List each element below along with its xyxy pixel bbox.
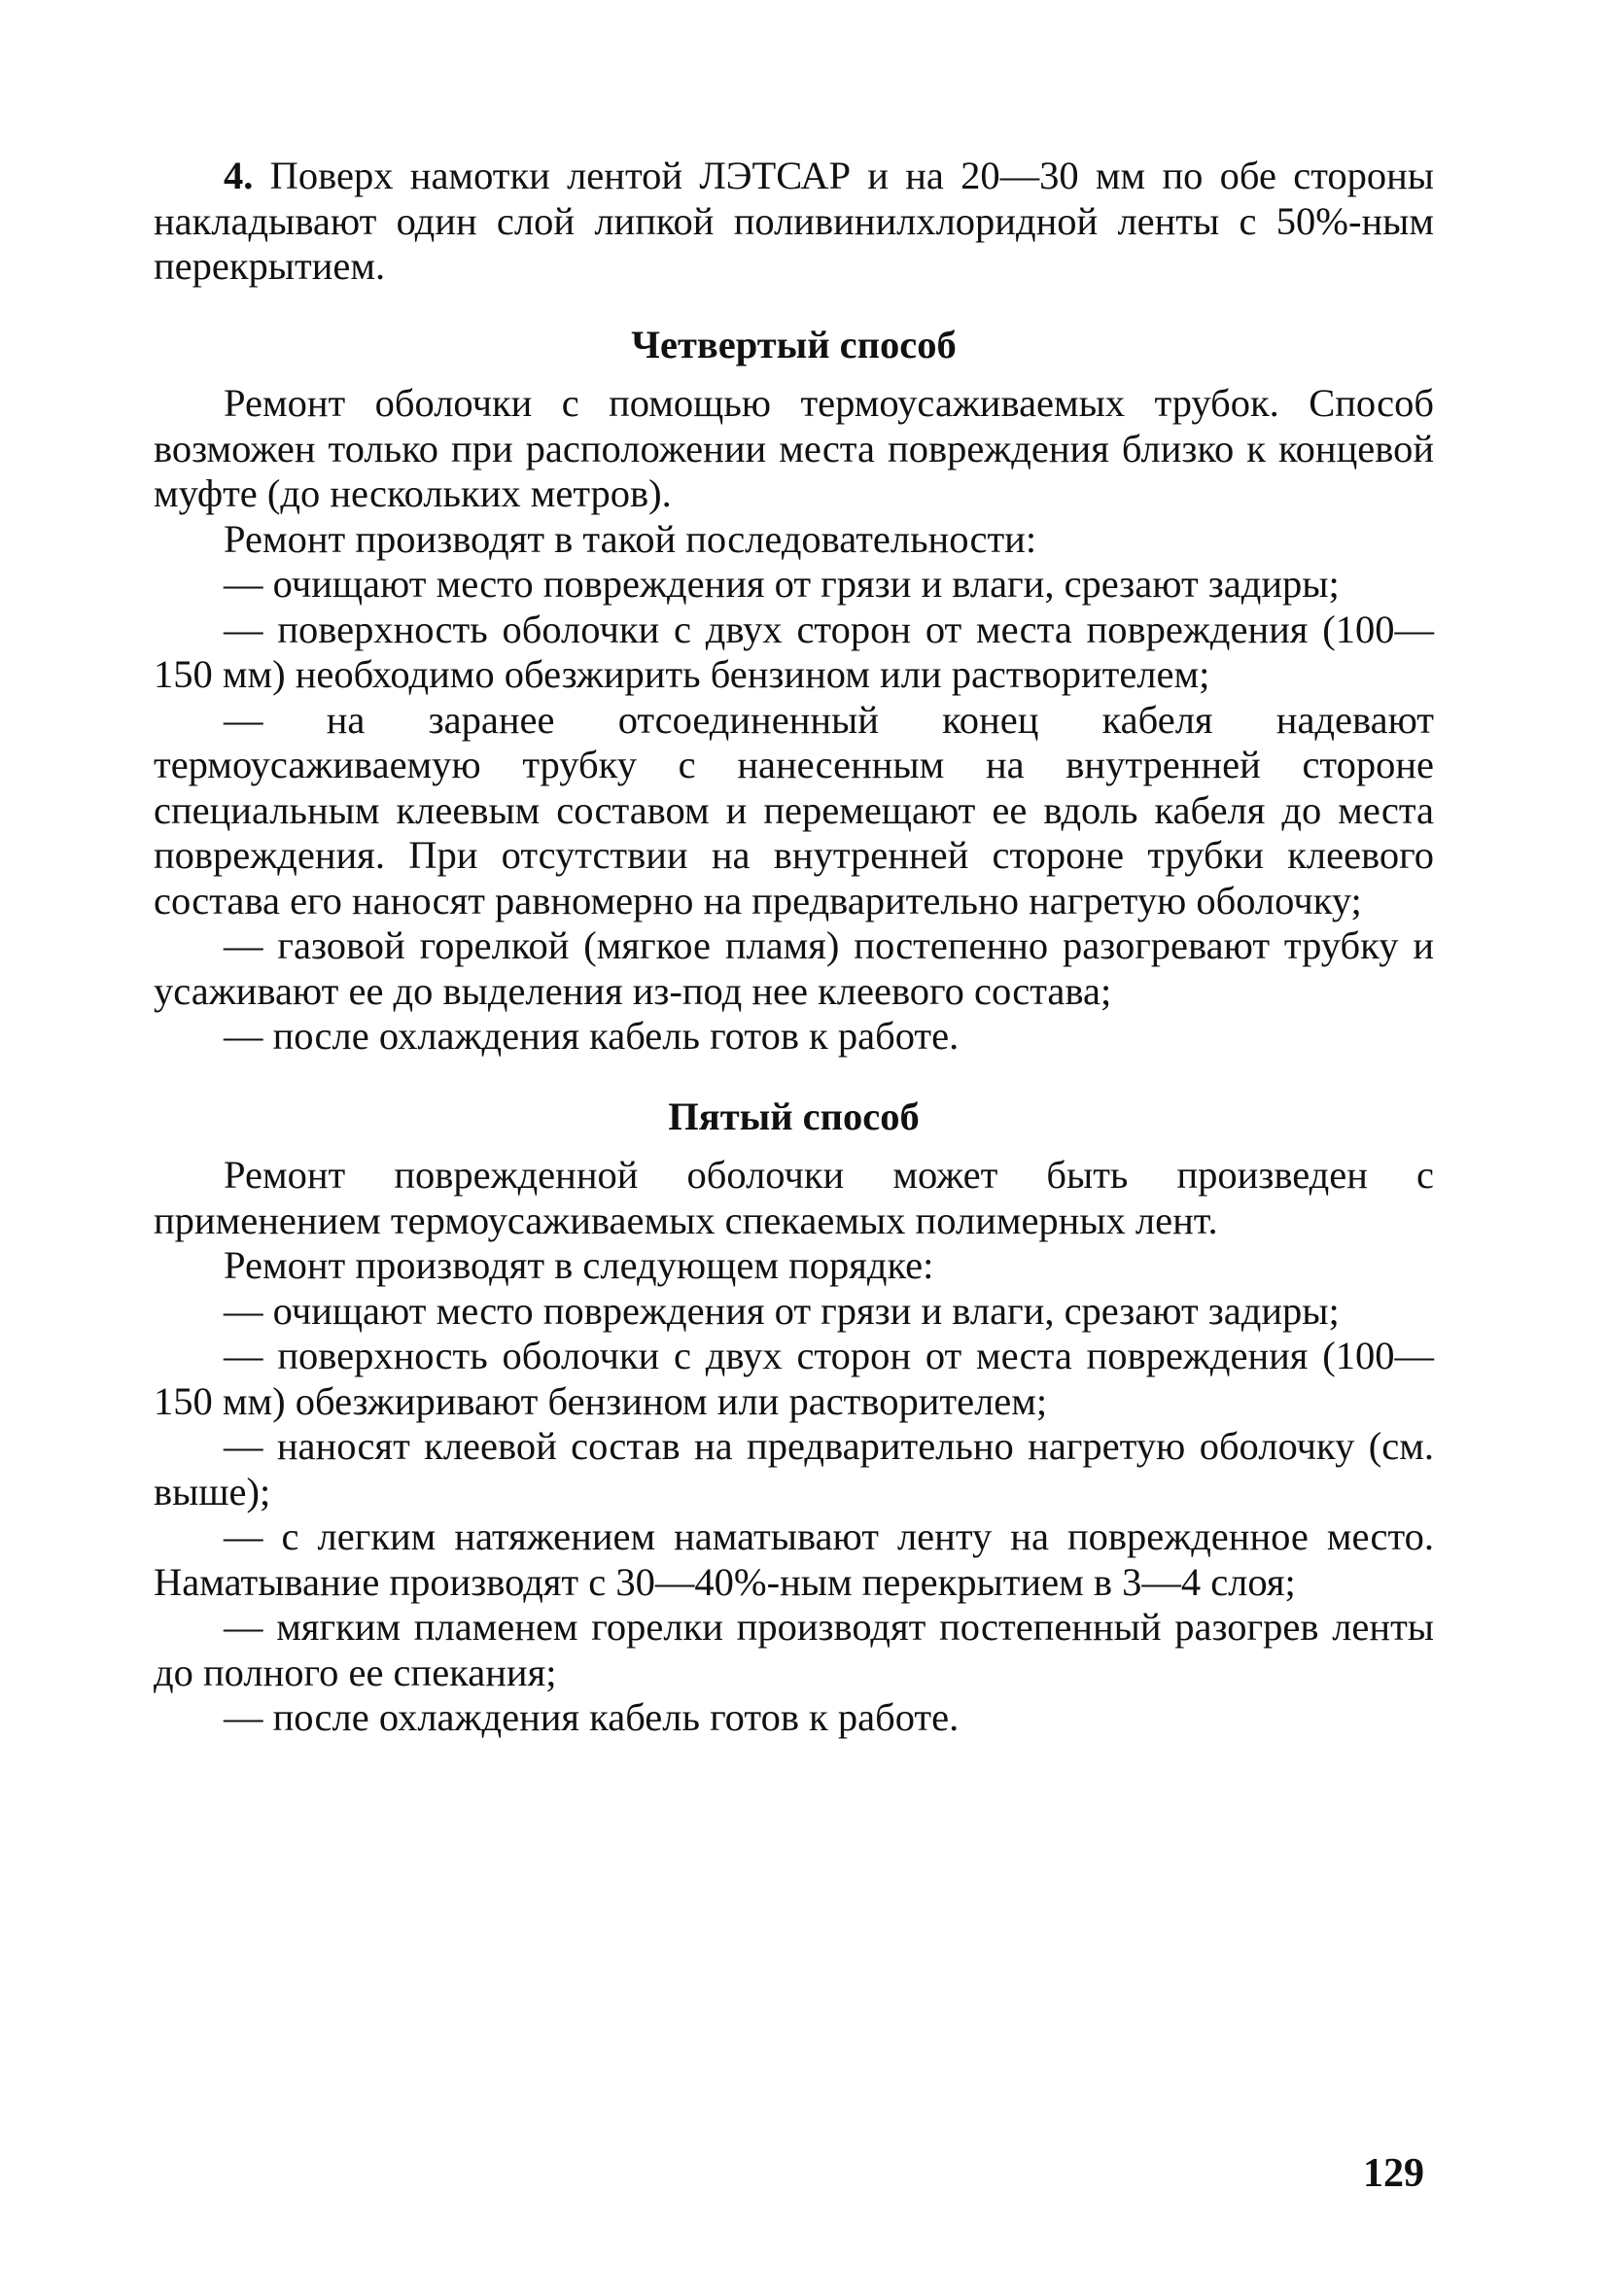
page-body: [154, 154, 1434, 1741]
intro-number: 4.: [224, 154, 254, 197]
section4-list-item: — газовой горелкой (мягкое пламя) постепенно разогревают трубку и усаживают ее до выделения из-под нее клеевого состава;: [154, 923, 1434, 1013]
section5-list-item: — с легким натяжением наматывают ленту на поврежденное место. Наматывание производят с 30—40%-ным перекрытием в 3—4 слоя;: [154, 1514, 1434, 1604]
section4-list-item: — очищают место повреждения от грязи и влаги, срезают задиры;: [224, 562, 1340, 606]
section5-list-item: — наносят клеевой состав на предварительно нагретую оболочку (см. выше);: [154, 1424, 1434, 1513]
page-number: 129: [1363, 2151, 1424, 2196]
section-heading-fifth-method: Пятый способ: [668, 1094, 920, 1138]
section4-paragraph: Ремонт производят в такой последовательности:: [224, 516, 1037, 561]
section5-list-item: — мягким пламенем горелки производят постепенный разогрев ленты до полного ее спекания;: [154, 1605, 1434, 1694]
section4-list-item: — после охлаждения кабель готов к работе.: [224, 1014, 960, 1058]
intro-paragraph: [154, 154, 1434, 290]
section5-list-item: — поверхность оболочки с двух сторон от места повреждения (100—150 мм) обезжиривают бензином или растворителем;: [154, 1334, 1434, 1423]
section4-list-item: — на заранее отсоединенный конец кабеля надевают термоусаживаемую трубку с нанесенным на внутренней стороне специальным клеевым составом и перемещают ее вдоль кабеля до места повреждения. При отсутствии на внутренней стороне трубки клеевого состава его наносят равномерно на предварительно нагретую оболочку;: [154, 697, 1434, 922]
section5-list-item: — очищают место повреждения от грязи и влаги, срезают задиры;: [224, 1288, 1340, 1333]
section5-list-item: — после охлаждения кабель готов к работе.: [224, 1695, 960, 1739]
section-heading-fourth-method: Четвертый способ: [631, 322, 957, 366]
intro-text: Поверх намотки лентой ЛЭТСАР и на 20—30 мм по обе стороны накладывают один слой липкой поливинилхлоридной ленты с 50%-ным перекрытием.: [154, 154, 1434, 288]
section4-list-item: — поверхность оболочки с двух сторон от места повреждения (100—150 мм) необходимо обезжирить бензином или растворителем;: [154, 607, 1434, 696]
section5-paragraph: Ремонт производят в следующем порядке:: [224, 1243, 934, 1287]
section4-paragraph: Ремонт оболочки с помощью термоусаживаемых трубок. Способ возможен только при расположении места повреждения близко к концевой муфте (до нескольких метров).: [154, 381, 1434, 515]
section5-paragraph: Ремонт поврежденной оболочки может быть произведен с применением термоусаживаемых спекаемых полимерных лент.: [154, 1153, 1434, 1242]
